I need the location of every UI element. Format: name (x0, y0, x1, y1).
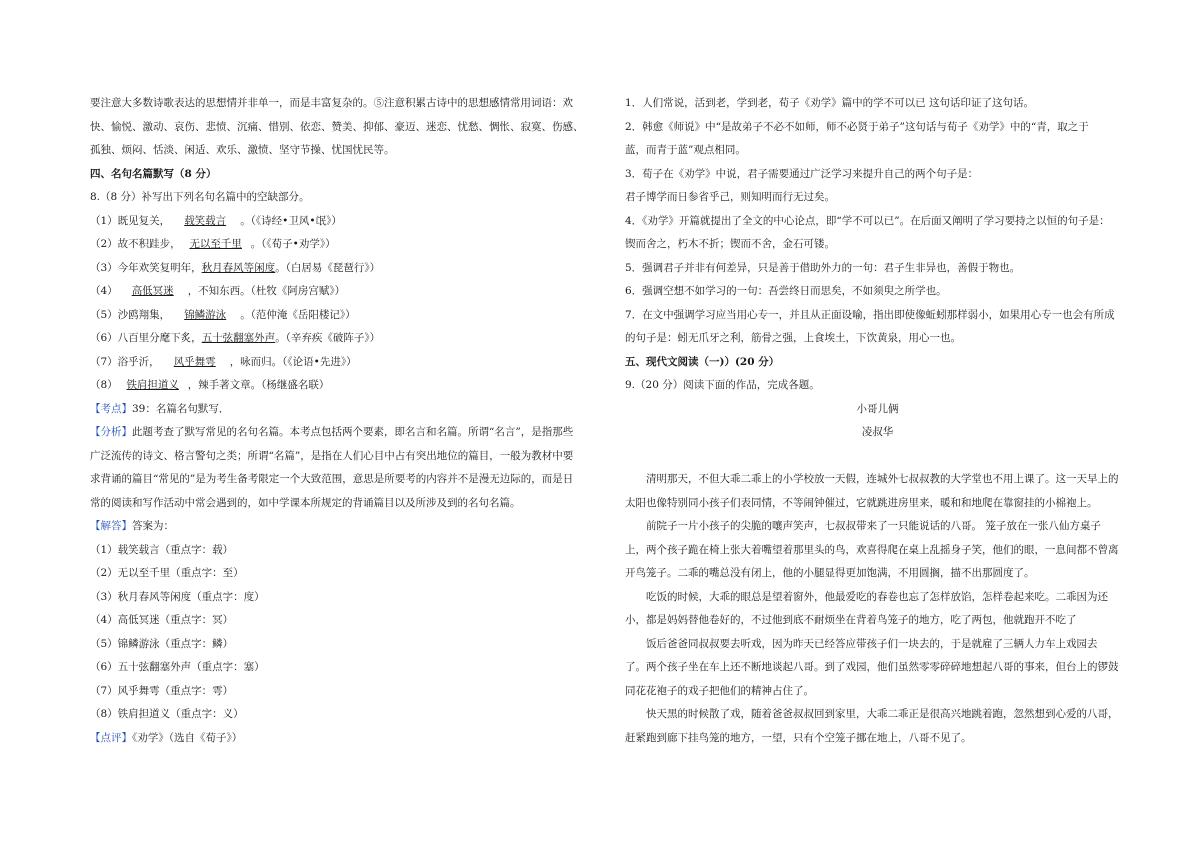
fill-item-prefix: （7）浴乎沂， (90, 355, 160, 368)
fill-item (90, 374, 595, 398)
fenxi-line: 求背诵的篇目“常见的”是为考生备考限定一个大致范围，意思是所要考的内容并不是漫无边际的，而是日 (90, 473, 574, 485)
story-paragraph-line: 小，都是妈妈替他卷好的，不过他到底不耐烦坐在背着鸟笼子的地方，吃了两包，他就跑开不吃了 (625, 614, 1077, 626)
story-paragraph-line: 快天黑的时候散了戏，随着爸爸叔叔回到家里，大乖二乖正是很高兴地跳着跑，忽然想到心爱的八哥， (646, 708, 1119, 720)
story-paragraph-line: 同花花袍子的戏子把他们的精神占住了。 (625, 684, 814, 697)
dianping-line (90, 727, 595, 751)
intro-line: 快、愉悦、激动、哀伤、悲愤、沉痛、惜别、依恋、赞美、抑郁、豪迈、迷恋、忧愁、惆怅、寂寞、伤感、 (90, 120, 584, 133)
answer-item: （7）风乎舞雩（重点字：雩） (90, 684, 234, 697)
story-paragraph-line: 开鸟笼子。二乖的嘴总没有闭上，他的小腿显得更加饱满，不用圆搁，描不出那圆度了。 (625, 567, 1035, 579)
fill-item-prefix: （5）沙鸥翔集， (90, 308, 171, 321)
answer-item: （4）高低冥迷（重点字：冥） (90, 614, 234, 626)
right-column (625, 92, 1130, 750)
fill-item-suffix: ，辣手著文章。（杨继盛名联） (187, 379, 330, 391)
left-column (90, 92, 595, 750)
fill-item (90, 280, 595, 304)
intro-line: 要注意大多数诗歌表达的思想情并非单一，而是丰富复杂的。⑤注意积累古诗中的思想感情常用词语：欢 (90, 97, 573, 109)
commentary-line: 6．强调空想不如学习的一句：吾尝终日而思矣，不如须臾之所学也。 (625, 285, 947, 297)
kaodian-line (90, 398, 595, 422)
fill-item-suffix: 。（白居易《琵琶行》） (275, 261, 381, 274)
story-author: 凌叔华 (861, 426, 894, 438)
fenxi-line: 广泛流传的诗文、格言警句之类；所谓“名篇”，是指在人们心目中占有突出地位的篇目，一般为教材中要 (90, 449, 574, 462)
jieda-tag: 【解答】 (90, 520, 132, 532)
fill-item-suffix: 。（辛弃疾《破阵子》） (275, 332, 381, 344)
fill-item-suffix: 。（《诗经•卫风•氓》） (240, 214, 342, 227)
story-paragraph-line: 赶紧跑到廊下挂鸟笼的地方，一望，只有个空笼子挪在地上，八哥不见了。 (625, 731, 972, 744)
fenxi-tag: 【分析】 (90, 426, 132, 438)
fenxi-line: 常的阅读和写作活动中常会遇到的，如中学课本所规定的背诵篇目以及所涉及到的名句名篇。 (90, 496, 521, 509)
answer-item: （6）五十弦翻塞外声（重点字：塞） (90, 661, 265, 673)
kaodian-text: 39：名篇名句默写． (132, 402, 230, 415)
commentary-line: 4．《劝学》开篇就提出了全文的中心论点，即“学不可以已”。在后面又阐明了学习要持之以恒的句子是： (625, 214, 1110, 227)
answer-item: （3）秋月春风等闲度（重点字：度） (90, 590, 265, 603)
fill-item-prefix: （2）故不积跬步， (90, 238, 181, 250)
fill-item-prefix: （1）既见复关， (90, 214, 171, 227)
story-paragraph-line: 清明那天，不但大乖二乖上的小学校放一天假，连城外七叔叔教的大学堂也不用上课了。这一天早上的 (646, 473, 1119, 485)
fill-item-prefix: （4） (90, 285, 118, 297)
kaodian-tag: 【考点】 (90, 402, 132, 415)
commentary-line: 君子博学而日参省乎己，则知明而行无过矣。 (625, 191, 835, 203)
commentary-line: 3．荀子在《劝学》中说，君子需要通过广泛学习来提升自己的两个句子是： (625, 167, 979, 180)
fill-item (90, 257, 595, 281)
fill-item-prefix: （6）八百里分麾下炙， (90, 332, 202, 344)
fill-item-answer: 载笑载言 (184, 214, 227, 227)
fill-item-suffix: 。（范仲淹《岳阳楼记》） (240, 308, 356, 321)
fill-item-suffix: ，不知东西。（杜牧《阿房宫赋》） (187, 285, 346, 297)
intro-line: 孤独、烦闷、恬淡、闲适、欢乐、激愤、坚守节操、忧国忧民等。 (90, 144, 395, 156)
commentary-line: 的句子是：蚓无爪牙之利，筋骨之强，上食埃土，下饮黄泉，用心一也。 (625, 332, 961, 344)
fill-item-answer: 无以至千里 (189, 238, 242, 250)
fill-item-answer: 高低冥迷 (131, 285, 174, 297)
fill-item-suffix: 。（《荀子•劝学》） (250, 238, 336, 250)
fill-item-prefix: （8） (90, 379, 118, 391)
answer-item: （8）铁肩担道义（重点字：义） (90, 708, 244, 720)
commentary-line: 5．强调君子并非有何差异，只是善于借助外力的一句：君子生非异也，善假于物也。 (625, 261, 1021, 274)
fill-item (90, 210, 595, 234)
commentary-line: 2．韩愈《师说》中“是故弟子不必不如师，师不必贤于弟子”这句话与荀子《劝学》中的“青，取之于 (625, 120, 1089, 133)
question-9-stem: 9.（20 分）阅读下面的作品，完成各题。 (625, 379, 820, 391)
story-paragraph-line: 了。两个孩子坐在车上还不断地谈起八哥。到了戏园，他们虽然零零碎碎地想起八哥的事来，但台上的锣鼓 (625, 661, 1119, 673)
fill-item (90, 351, 595, 375)
jieda-text: 答案为： (132, 520, 174, 532)
question-8-stem: 8.（8 分）补写出下列名句名篇中的空缺部分。 (90, 191, 310, 203)
fenxi-line (90, 421, 595, 445)
fill-item-prefix: （3）今年欢笑复明年， (90, 261, 202, 274)
answer-item: （2）无以至千里（重点字：至） (90, 567, 244, 579)
story-paragraph-line: 上，两个孩子跪在椅上张大着嘴望着那里头的鸟，欢喜得爬在桌上乱摇身子笑，他们的眼，一息间都不曾离 (625, 543, 1119, 556)
commentary-line: 1．人们常说，活到老，学到老，荀子《劝学》篇中的学不可以已 这句话印证了这句话。 (625, 97, 1035, 109)
section-5-title: 五、现代文阅读（一)）(20 分） (625, 355, 780, 368)
spacer (625, 445, 1130, 469)
dianping-tag: 【点评】 (90, 731, 132, 744)
story-paragraph-line: 太阳也像特别同小孩子们表同情，不等闹钟催过，它就跳进房里来，暖和和地爬在靠窗挂的小棉袍上。 (625, 496, 1098, 509)
story-paragraph-line: 吃饭的时候，大乖的眼总是望着窗外，他最爱吃的春卷也忘了怎样放馅，怎样卷起来吃。二乖因为还 (646, 590, 1108, 603)
jieda-line (90, 515, 595, 539)
fill-item (90, 304, 595, 328)
fill-item-answer: 铁肩担道义 (126, 379, 179, 391)
dianping-text: 《劝学》（选自《荀子》） (132, 731, 243, 744)
fill-item-answer: 风乎舞雩 (173, 355, 216, 368)
fill-item-answer: 秋月春风等闲度 (201, 261, 276, 274)
fill-item (90, 327, 595, 351)
fill-item (90, 233, 595, 257)
fill-item-answer: 五十弦翻塞外声 (201, 332, 276, 344)
commentary-line: 7．在文中强调学习应当用心专一，并且从正面设喻，指出即使像蚯蚓那样弱小，如果用心专一也会有所成 (625, 308, 1115, 321)
commentary-line: 锲而舍之，朽木不折；锲而不舍，金石可镂。 (625, 238, 835, 250)
answer-item: （5）锦鳞游泳（重点字：鳞） (90, 637, 234, 650)
story-paragraph-line: 前院子一片小孩子的尖脆的嚷声笑声，七叔叔带来了一只能说话的八哥。 笼子放在一张八仙方桌子 (646, 520, 1101, 532)
section-4-title: 四、名句名篇默写（8 分） (90, 167, 217, 180)
story-paragraph-line: 饭后爸爸同叔叔要去听戏，因为昨天已经答应带孩子们一块去的，于是就雇了三辆人力车上戏园去 (646, 637, 1098, 650)
fill-item-suffix: ，咏而归。（《论语•先进》） (229, 355, 357, 368)
fenxi-text: 此题考查了默写常见的名句名篇。本考点包括两个要素，即名言和名篇。所谓“名言”，是指那些 (132, 426, 574, 438)
answer-item: （1）载笑载言（重点字：载） (90, 543, 234, 556)
commentary-line: 蓝，而青于蓝”观点相同。 (625, 144, 746, 156)
story-title: 小哥儿俩 (856, 402, 899, 415)
fill-item-answer: 锦鳞游泳 (184, 308, 227, 321)
